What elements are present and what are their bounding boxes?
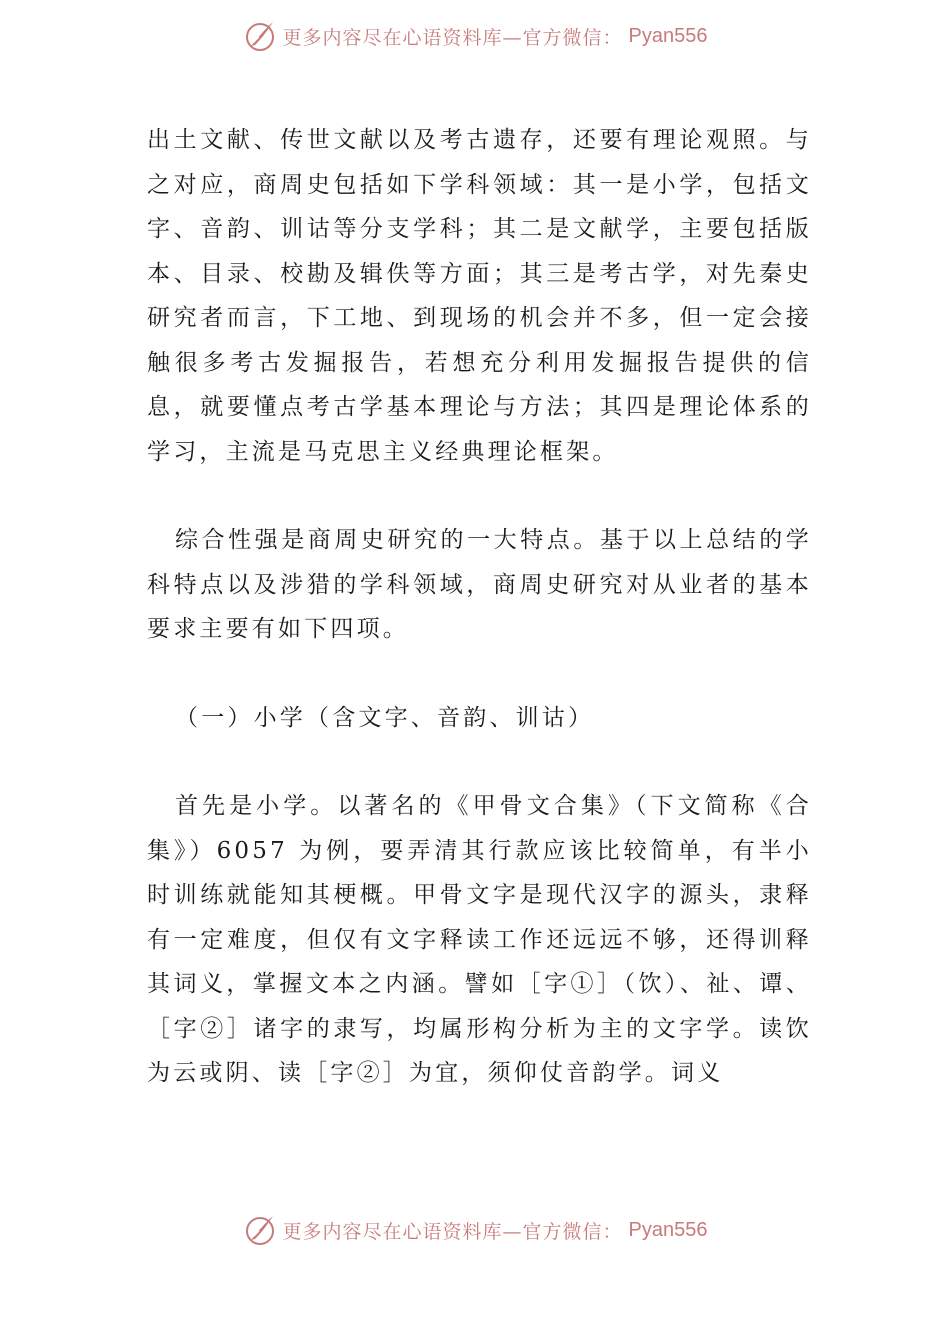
quill-logo-icon bbox=[243, 19, 277, 53]
watermark-text: 更多内容尽在心语资料库—官方微信： bbox=[282, 1220, 623, 1243]
quill-logo-icon bbox=[243, 1213, 277, 1247]
watermark-wechat-id: Pyan556 bbox=[628, 24, 708, 47]
section-heading: （一）小学（含文字、音韵、训诂） bbox=[175, 704, 595, 731]
document-body bbox=[147, 118, 812, 1096]
header-watermark bbox=[0, 16, 950, 56]
paragraph-1: 出土文献、传世文献以及考古遗存，还要有理论观照。与之对应，商周史包括如下学科领域：其一是小学，包括文字、音韵、训诂等分支学科；其二是文献学，主要包括版本、目录、校勘及辑佚等方面；其三是考古学，对先秦史研究者而言，下工地、到现场的机会并不多，但一定会接触很多考古发掘报告，若想充分利用发掘报告提供的信息，就要懂点考古学基本理论与方法；其四是理论体系的学习，主流是马克思主义经典理论框架。 bbox=[147, 127, 812, 465]
paragraph-2: 综合性强是商周史研究的一大特点。基于以上总结的学科特点以及涉猎的学科领域，商周史研究对从业者的基本要求主要有如下四项。 bbox=[147, 527, 812, 642]
paragraph-3: 首先是小学。以著名的《甲骨文合集》（下文简称《合集》）6057 为例，要弄清其行款应该比较简单，有半小时训练就能知其梗概。甲骨文字是现代汉字的源头，隶释有一定难度，但仅有文字释读工作还远远不够，还得训释其词义，掌握文本之内涵。譬如［字①］（饮）、祉、谭、［字②］诸字的隶写，均属形构分析为主的文字学。读饮为云或阴、读［字②］为宜，须仰仗音韵学。词义 bbox=[147, 793, 812, 1086]
watermark-wechat-id: Pyan556 bbox=[628, 1218, 708, 1241]
footer-watermark bbox=[0, 1210, 950, 1250]
watermark-text: 更多内容尽在心语资料库—官方微信： bbox=[282, 26, 623, 49]
